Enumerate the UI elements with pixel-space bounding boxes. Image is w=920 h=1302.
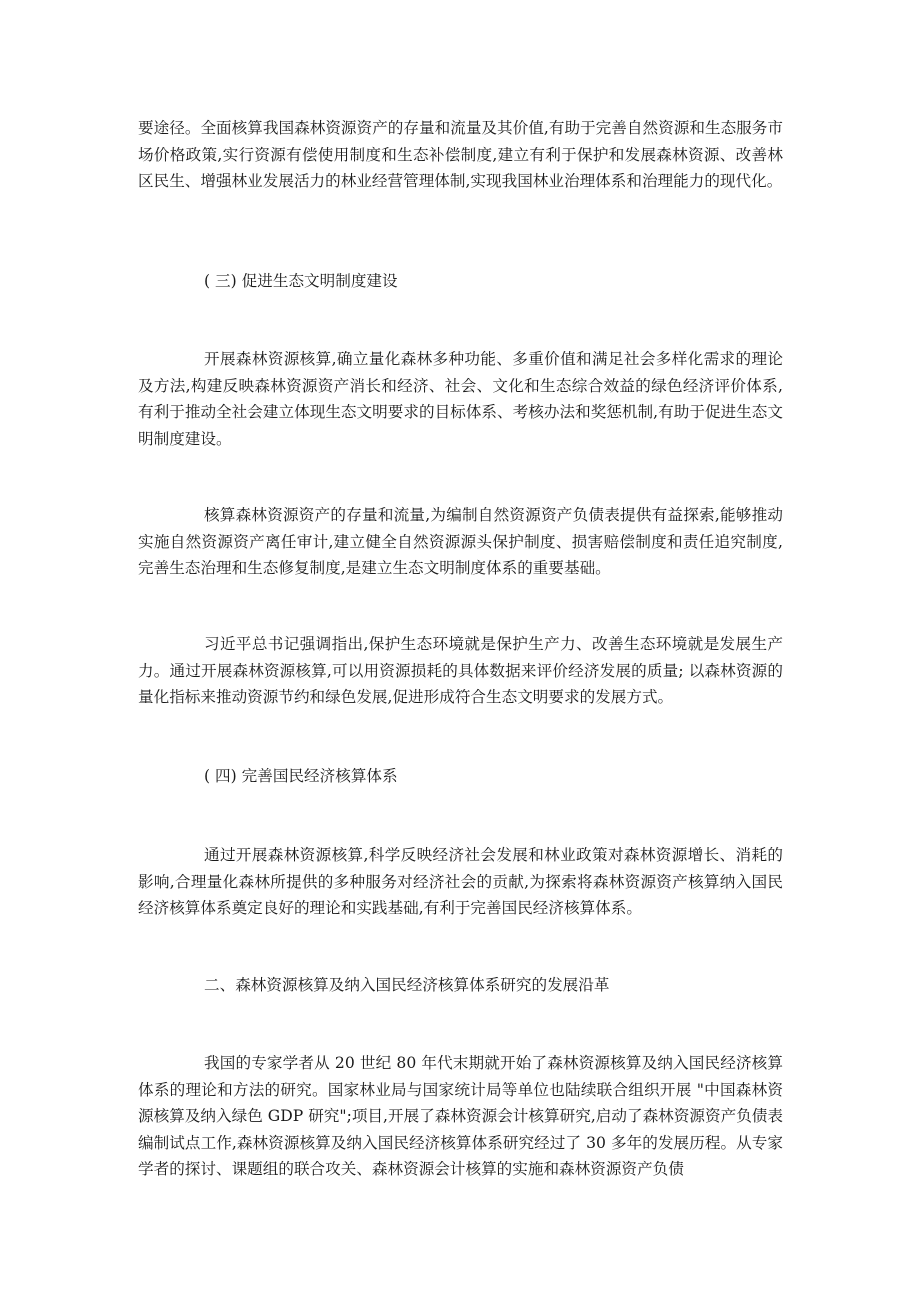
heading-ecological-civilization: ( 三) 促进生态文明制度建设: [204, 272, 398, 290]
paragraph-asset-balance-sheet: 核算森林资源资产的存量和流量,为编制自然资源资产负债表提供有益探索,能够推动实施自然资源资产离任审计,建立健全自然资源源头保护制度、损害赔偿制度和责任追究制度,完善生态治理和生态修复制度,是建立生态文明制度体系的重要基础。: [138, 506, 783, 577]
heading-national-accounts: ( 四) 完善国民经济核算体系: [204, 767, 398, 785]
heading-section-two: 二、森林资源核算及纳入国民经济核算体系研究的发展沿革: [204, 976, 610, 994]
paragraph-forest-asset-valuation: 要途径。全面核算我国森林资源资产的存量和流量及其价值,有助于完善自然资源和生态服务市场价格政策,实行资源有偿使用制度和生态补偿制度,建立有利于保护和发展森林资源、改善林区民生、增强林业发展活力的林业经营管理体制,实现我国林业治理体系和治理能力的现代化。: [138, 119, 783, 190]
paragraph-productivity-quote: 习近平总书记强调指出,保护生态环境就是保护生产力、改善生态环境就是发展生产力。通过开展森林资源核算,可以用资源损耗的具体数据来评价经济发展的质量; 以森林资源的量化指标来推动资源节约和绿色发展,促进形成符合生态文明要求的发展方式。: [138, 635, 783, 706]
paragraph-national-accounts-improvement: 通过开展森林资源核算,科学反映经济社会发展和林业政策对森林资源增长、消耗的影响,合理量化森林所提供的多种服务对经济社会的贡献,为探索将森林资源资产核算纳入国民经济核算体系奠定良好的理论和实践基础,有利于完善国民经济核算体系。: [138, 846, 783, 917]
paragraph-ecological-system-building: 开展森林资源核算,确立量化森林多种功能、多重价值和满足社会多样化需求的理论及方法,构建反映森林资源资产消长和经济、社会、文化和生态综合效益的绿色经济评价体系,有利于推动全社会建立体现生态文明要求的目标体系、考核办法和奖惩机制,有助于促进生态文明制度建设。: [138, 350, 783, 448]
paragraph-research-history: 我国的专家学者从 20 世纪 80 年代末期就开始了森林资源核算及纳入国民经济核算体系的理论和方法的研究。国家林业局与国家统计局等单位也陆续联合组织开展 "中国森林资源核算及纳入绿色 GDP 研究";项目,开展了森林资源会计核算研究,启动了森林资源资产负债表编制试点工作,森林资源核算及纳入国民经济核算体系研究经过了 30 多年的发展历程。从专家学者的探讨、课题组的联合攻关、森林资源会计核算的实施和森林资源资产负债: [138, 1054, 783, 1178]
